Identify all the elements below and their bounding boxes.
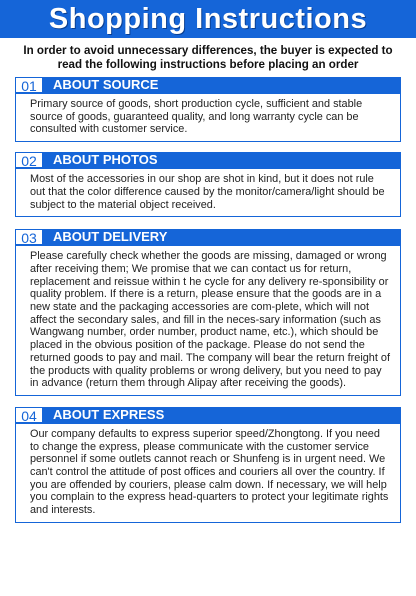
section-header: [15, 152, 401, 169]
intro-subtitle: In order to avoid unnecessary differences, the buyer is expected to read the following instructions before placing an order: [23, 44, 393, 71]
section-about-source: [15, 77, 401, 142]
header-banner: [0, 0, 416, 38]
section-body: [15, 169, 401, 217]
section-text: Our company defaults to express superior speed/Zhongtong. If you need to change the express, please communicate with the customer service personnel if some outlets cannot reach or Shunfeng is in urgent need. We can't control the attitude of post offices and couriers all over the country. If you are offended by couriers, please calm down. If necessary, we will help you complain to the express head-quarters to protect your legitimate rights and interests.: [30, 427, 389, 517]
section-number: 03: [15, 229, 43, 245]
section-body: [15, 424, 401, 523]
section-header: [15, 77, 401, 94]
page-title: Shopping Instructions: [48, 2, 368, 35]
section-text: Most of the accessories in our shop are shot in kind, but it does not rule out that the color difference caused by the monitor/camera/light should be subject to the material object received.: [30, 173, 385, 211]
section-number: 02: [15, 152, 43, 168]
section-body: [15, 246, 401, 396]
section-title: ABOUT SOURCE: [43, 77, 401, 93]
section-number: 01: [15, 77, 43, 93]
section-number: 04: [15, 407, 43, 423]
section-body: [15, 94, 401, 142]
section-header: [15, 229, 401, 246]
section-about-express: [15, 407, 401, 523]
section-text: Please carefully check whether the goods are missing, damaged or wrong after receiving them; We promise that we can contact us for return, replacement and reissue within t he cycle for any delivery re-sponsibility or quality problem. If there is a return, please ensure that the goods are in a new state and the packaging accessories are com-plete, which will not affect the secondary sales, and fill in the neces-sary information (such as Wangwang number, order number, product name, etc.), which should be placed in the obvious position of the package. Please do not send the returned goods to pay and mail. The company will bear the return freight of the products with quality problems or wrong delivery, but you need to pay in advance (return them through Alipay after receiving the goods).: [30, 250, 390, 390]
section-header: [15, 407, 401, 424]
section-title: ABOUT EXPRESS: [43, 407, 401, 423]
section-title: ABOUT PHOTOS: [43, 152, 401, 168]
section-title: ABOUT DELIVERY: [43, 229, 401, 245]
section-about-delivery: [15, 229, 401, 396]
section-about-photos: [15, 152, 401, 217]
section-text: Primary source of goods, short production cycle, sufficient and stable source of goods, guaranteed quality, and long warranty cycle can be consulted with customer service.: [30, 98, 363, 136]
